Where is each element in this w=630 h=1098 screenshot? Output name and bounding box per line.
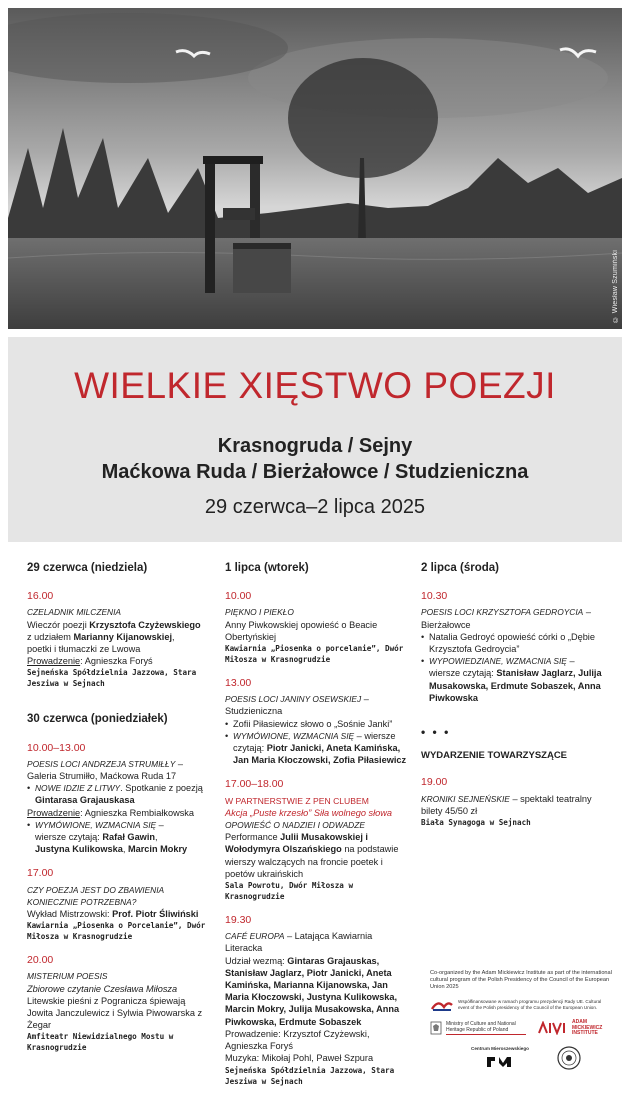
event-desc xyxy=(225,831,410,880)
reader-names: Piotr Janicki, Aneta Kamińska, Jan Maria Kłoczowski, Zofia Piłasiewicz xyxy=(233,743,407,766)
day-heading: 29 czerwca (niedziela) xyxy=(27,562,148,574)
event-price: bilety 45/50 zł xyxy=(421,805,478,816)
event-name: POESIS LOCI KRZYSZTOFA GEDROYCIA xyxy=(421,607,584,618)
event-host: Prowadzenie: Krzysztof Czyżewski, Agnieszka Foryś xyxy=(225,1028,370,1052)
event-desc: Anny Piwkowskiej opowieść o Beacie Obertyńskiej xyxy=(225,619,378,642)
event-name: CZY POEZJA JEST DO ZBAWIENIA KONIECZNIE POTRZEBNA? xyxy=(27,884,164,907)
event-time: 17.00–18.00 xyxy=(225,778,284,791)
photo-credit: © Wiesław Szumiński xyxy=(612,250,619,323)
bullet-item: • Natalia Gedroyć opowieść córki o „Dębie Krzysztofa Gedroycia” xyxy=(421,631,606,655)
ami-logo-icon xyxy=(538,1021,568,1035)
event xyxy=(225,914,410,1086)
event-desc xyxy=(27,908,212,920)
event-place: Kawiarnia „Piosenka o porcelanie”, Dwór Miłosza w Krasnogrudzie xyxy=(225,644,404,665)
poet-name: Krzysztofa Czyżewskiego xyxy=(89,619,201,630)
event xyxy=(421,776,606,828)
event-desc: Galeria Strumiłło, Maćkowa Ruda 17 xyxy=(27,771,177,782)
bullet-text: Zofii Piłasiewicz słowo o „Sośnie Janki” xyxy=(233,718,393,729)
reader-name: Marcin Mokry xyxy=(127,844,188,855)
host-label: Prowadzenie xyxy=(27,807,81,818)
event-desc: poetki i tłumaczki ze Lwowa xyxy=(27,644,141,655)
desc-text: – xyxy=(175,758,183,769)
cm-logo xyxy=(470,1046,530,1069)
bullet-text: Natalia Gedroyć opowieść córki o „Dębie Krzysztofa Gedroycia” xyxy=(429,631,595,655)
side-event-heading: WYDARZENIE TOWARZYSZĄCE xyxy=(421,750,568,762)
guest-name: Marianny Kijanowskiej xyxy=(73,631,173,642)
day-heading: 2 lipca (środa) xyxy=(421,562,499,574)
reader-names: Stanisław Jaglarz, Julija Musakowska, Erdmute Sobaszek, Anna Piwkowska xyxy=(429,668,602,703)
event-name: POESIS LOCI ANDRZEJA STRUMIŁŁY xyxy=(27,758,176,769)
eu-presidency-text: Współfinansowane w ramach programu prezydencji Rady UE. Cultural event of the Polish presidency of the Council of the European Union. xyxy=(458,999,602,1010)
event-time: 10.30 xyxy=(421,590,448,603)
sponsors xyxy=(430,970,620,1071)
event-time: 19.00 xyxy=(421,776,448,789)
host-name: : Agnieszka Rembiałkowska xyxy=(80,807,194,818)
bullet-item: • WYPOWIEDZIANE, WZMACNIA SIĘ – wiersze czytają: Stanisław Jaglarz, Julija Musakowska, Erdmute Sobaszek, Anna Piwkowska xyxy=(421,656,602,703)
event-desc xyxy=(225,955,410,1028)
eagle-emblem-icon xyxy=(430,1021,442,1035)
desc-text: – wiersze czytają: xyxy=(429,656,575,679)
event-place: Kawiarnia „Piosenka o Porcelanie”, Dwór Miłosza w Krasnogrudzie xyxy=(27,921,206,942)
event-desc: Studzieniczna xyxy=(225,706,283,717)
desc-text: Udział wezmą: xyxy=(225,955,288,966)
event-place: Sejneńska Spółdzielnia Jazzowa, Stara Jesziwa w Sejnach xyxy=(27,668,197,689)
round-seal-icon xyxy=(556,1045,582,1071)
reader-name: Justyna Kulikowska xyxy=(35,844,123,855)
event-host xyxy=(27,655,212,667)
desc-text: – xyxy=(361,694,369,705)
performer-names: Julii Musakowskiej i Wołodymyra Olszańskiego xyxy=(225,832,368,855)
desc-text: – Latająca Kawiarnia Literacka xyxy=(225,931,373,954)
day-heading: 1 lipca (wtorek) xyxy=(225,562,309,574)
ami-text: ADAM MICKIEWICZ INSTITUTE xyxy=(572,1019,603,1037)
sub-event-name: WYMÓWIONE, WZMACNIA SIĘ xyxy=(233,730,355,741)
event xyxy=(27,867,212,942)
event-time: 10.00 xyxy=(225,590,252,603)
sub-event-name: WYPOWIEDZIANE, WZMACNIA SIĘ xyxy=(429,656,567,667)
reader-name: Rafał Gawin xyxy=(102,832,155,843)
desc-text: z udziałem xyxy=(27,631,74,642)
event-time: 20.00 xyxy=(27,954,54,967)
event-time: 13.00 xyxy=(225,677,252,690)
event-time: 10.00–13.00 xyxy=(27,741,86,754)
festival-dates: 29 czerwca–2 lipca 2025 xyxy=(204,496,426,518)
event-desc: Bierżałowce xyxy=(421,619,471,630)
cm-icon xyxy=(485,1055,515,1069)
host-name: : Agnieszka Foryś xyxy=(80,656,153,667)
desc-text: Wykład Mistrzowski: xyxy=(27,909,113,920)
event-name: KRONIKI SEJNEŃSKIE xyxy=(421,793,510,804)
event xyxy=(27,742,212,856)
host-label: Prowadzenie xyxy=(27,656,81,667)
event-name: MISTERIUM POESIS xyxy=(27,971,108,982)
event-time: 16.00 xyxy=(27,590,54,603)
places-line-1: Krasnogruda / Sejny xyxy=(217,435,413,457)
program-column-3 xyxy=(421,562,606,828)
sep: , xyxy=(155,832,158,843)
cm-text: Centrum Mieroszewskiego xyxy=(471,1046,529,1052)
event xyxy=(225,677,410,766)
bullet-item: • NOWE IDZIE Z LITWY. Spotkanie z poezją Gintarasa Grajauskasa xyxy=(27,783,203,806)
event-place: Sala Powrotu, Dwór Miłosza w Krasnogrudzie xyxy=(225,881,354,902)
event-name: CAFÉ EUROPA xyxy=(225,931,285,942)
day-heading: 30 czerwca (poniedziałek) xyxy=(27,713,168,726)
desc-text: – xyxy=(583,607,591,618)
coorganizer-text: Co-organized by the Adam Mickiewicz Institute as part of the international cultural program of the Polish Presidency of the Council of the European Union 2025 xyxy=(430,970,612,990)
event xyxy=(27,954,212,1053)
sub-event-name: NOWE IDZIE Z LITWY xyxy=(35,783,121,794)
event-place: Amfiteatr Niewidzialnego Mostu w Krasnogrudzie xyxy=(27,1032,174,1053)
event-desc xyxy=(27,619,212,631)
places-line-2: Maćkowa Ruda / Bierżałowce / Studzieniczna xyxy=(101,461,529,483)
festival-title: WIELKIE XIĘSTWO POEZJI xyxy=(74,365,556,406)
program-column-2 xyxy=(225,562,410,1087)
desc-text: na podstawie wierszy walczących na froncie poetek i poetów ukraińskich xyxy=(225,844,399,879)
participant-names: Gintaras Grajauskas, Stanisław Jaglarz, Piotr Janicki, Aneta Kamińska, Marianna Kijanowska, Jan Maria Kłoczowski, Justyna Kulikowska, Marcin Mokry, Julija Musakowska, Anna Piwkowska, Erdmute Sobaszek xyxy=(225,955,400,1027)
event-place: Biała Synagoga w Sejnach xyxy=(421,818,531,828)
event-name: POESIS LOCI JANINY OSEWSKIEJ xyxy=(225,694,362,705)
event-music: Muzyka: Mikołaj Pohl, Paweł Szpura xyxy=(225,1053,374,1064)
event xyxy=(421,590,606,704)
landscape-photo xyxy=(8,8,622,329)
lecturer-name: Prof. Piotr Śliwiński xyxy=(112,909,199,920)
event xyxy=(225,778,410,902)
poet-name: Gintarasa Grajauskasa xyxy=(35,795,135,806)
bullet-item: • WYMÓWIONE, WZMACNIA SIĘ – wiersze czytają: Rafał Gawin, Justyna Kulikowska, Marcin Mokry xyxy=(27,819,188,855)
event-place: Sejneńska Spółdzielnia Jazzowa, Stara Jesziwa w Sejnach xyxy=(225,1065,395,1086)
event-subtitle: Zbiorowe czytanie Czesława Miłosza xyxy=(27,983,178,994)
event-time: 19.30 xyxy=(225,914,252,927)
event xyxy=(27,590,212,689)
sep: , xyxy=(122,844,128,855)
separator-dots: • • • xyxy=(421,725,451,740)
title-band xyxy=(8,337,622,542)
event-action: Akcja „Puste krzesło” Siła wolnego słowa xyxy=(225,807,392,818)
partner-logos xyxy=(430,1020,620,1037)
well-landscape-image xyxy=(8,8,622,329)
bottom-logos xyxy=(430,1045,620,1071)
desc-text: . Spotkanie z poezją xyxy=(120,783,203,794)
eu-presidency-logo xyxy=(430,998,620,1012)
ministry-text: Ministry of Culture and National Heritage Republic of Poland xyxy=(446,1021,526,1035)
event xyxy=(225,590,410,665)
desc-text: – wiersze czytają: xyxy=(233,730,396,754)
desc-text: Performance xyxy=(225,832,281,843)
event-desc xyxy=(27,631,212,643)
eu-presidency-icon xyxy=(430,998,454,1012)
desc-text: , xyxy=(172,631,175,642)
bullet-item: • WYMÓWIONE, WZMACNIA SIĘ – wiersze czytają: Piotr Janicki, Aneta Kamińska, Jan Maria Kłoczowski, Zofia Piłasiewicz xyxy=(225,730,407,766)
event-name: PIĘKNO I PIEKŁO xyxy=(225,607,294,618)
event-name: W PARTNERSTWIE Z PEN CLUBEM xyxy=(225,795,369,806)
places xyxy=(8,433,622,485)
bullet-item: • Zofii Piłasiewicz słowo o „Sośnie Janki” xyxy=(225,718,393,729)
event-name: CZELADNIK MILCZENIA xyxy=(27,607,122,618)
event-desc: Litewskie pieśni z Pogranicza śpiewają Jowita Janczulewicz i Sylwia Piwowarska z Żegar xyxy=(27,995,203,1031)
desc-text: Wieczór poezji xyxy=(27,619,90,630)
sub-event-name: WYMÓWIONE, WZMACNIA SIĘ xyxy=(35,819,157,830)
event-name-2: OPOWIEŚĆ O NADZIEI I ODWADZE xyxy=(225,820,365,831)
program-column-1 xyxy=(27,562,212,1053)
event-host xyxy=(27,807,212,819)
desc-text: – spektakl teatralny xyxy=(509,793,592,804)
desc-text: wiersze czytają: xyxy=(35,832,103,843)
event-time: 17.00 xyxy=(27,867,54,880)
desc-text: – xyxy=(156,819,164,830)
